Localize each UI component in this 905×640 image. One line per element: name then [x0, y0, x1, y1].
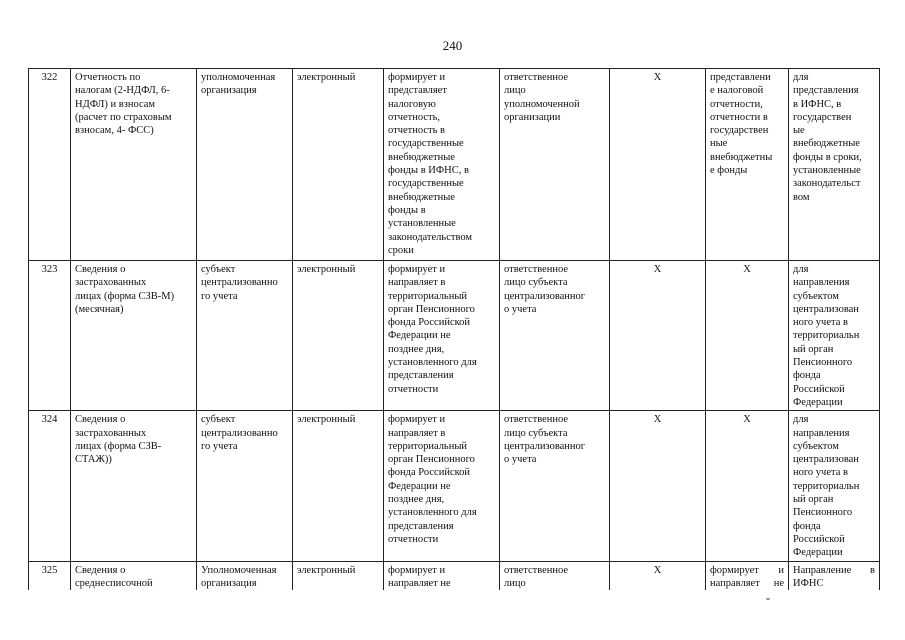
document-form: электронный	[293, 411, 384, 561]
mark-cell: Х	[610, 411, 706, 561]
document-name: Отчетность по налогам (2-НДФЛ, 6- НДФЛ) и взносам (расчет по страховым взносам, 4- ФСС)	[71, 69, 197, 261]
mark-cell: Х	[610, 561, 706, 605]
action-description: формирует и представляет налоговую отчетность, отчетность в государственные внебюджетные фонды в ИФНС, в государственные внебюджетные фонды в установленные законодательством сроки	[384, 69, 500, 261]
action-description: формирует и направляет в территориальный орган Пенсионного фонда Российской Федерации не позднее дня, установленного для представления отчетности	[384, 411, 500, 561]
responsible-entity: субъект централизованно го учета	[197, 411, 293, 561]
responsible-entity: субъект централизованно го учета	[197, 261, 293, 411]
row-number: 322	[29, 69, 71, 261]
submission-cell: представлени е налоговой отчетности, отчетности в государствен ные внебюджетны е фонды	[706, 69, 789, 261]
mark-cell: Х	[610, 261, 706, 411]
document-form: электронный	[293, 561, 384, 605]
responsible-entity: уполномоченная организация	[197, 69, 293, 261]
responsible-entity: Уполномоченная организация	[197, 561, 293, 605]
action-description: формирует и направляет в территориальный орган Пенсионного фонда Российской Федерации не позднее дня, установленного для представления отчетности	[384, 261, 500, 411]
row-number: 325	[29, 561, 71, 605]
document-form: электронный	[293, 69, 384, 261]
scan-speck	[766, 598, 770, 600]
responsible-person: ответственное лицо субъекта централизованног о учета	[500, 411, 610, 561]
action-description: формирует и направляет не	[384, 561, 500, 605]
purpose-cell: для представления в ИФНС, в государствен ые внебюджетные фонды в сроки, установленные законодательст вом	[789, 69, 880, 261]
document-name: Сведения о застрахованных лицах (форма СЗВ-М) (месячная)	[71, 261, 197, 411]
table-row	[29, 261, 880, 411]
mark-cell: Х	[706, 261, 789, 411]
document-name: Сведения о среднесписочной	[71, 561, 197, 605]
table-row	[29, 411, 880, 561]
responsible-person: ответственное лицо	[500, 561, 610, 605]
page-number: 240	[442, 38, 463, 53]
submission-cell: формирует и направляет не	[706, 561, 789, 605]
responsible-person: ответственное лицо уполномоченной организации	[500, 69, 610, 261]
row-number: 324	[29, 411, 71, 561]
purpose-cell: для направления субъектом централизован ного учета в территориальн ый орган Пенсионного фонда Российской Федерации	[789, 411, 880, 561]
mark-cell: Х	[610, 69, 706, 261]
document-name: Сведения о застрахованных лицах (форма СЗВ- СТАЖ))	[71, 411, 197, 561]
document-form: электронный	[293, 261, 384, 411]
purpose-cell: для направления субъектом централизован ного учета в территориальн ый орган Пенсионного фонда Российской Федерации	[789, 261, 880, 411]
responsible-person: ответственное лицо субъекта централизованног о учета	[500, 261, 610, 411]
table-row	[29, 69, 880, 261]
purpose-cell: Направление в ИФНС	[789, 561, 880, 605]
mark-cell: Х	[706, 411, 789, 561]
reporting-table	[28, 68, 880, 605]
row-number: 323	[29, 261, 71, 411]
